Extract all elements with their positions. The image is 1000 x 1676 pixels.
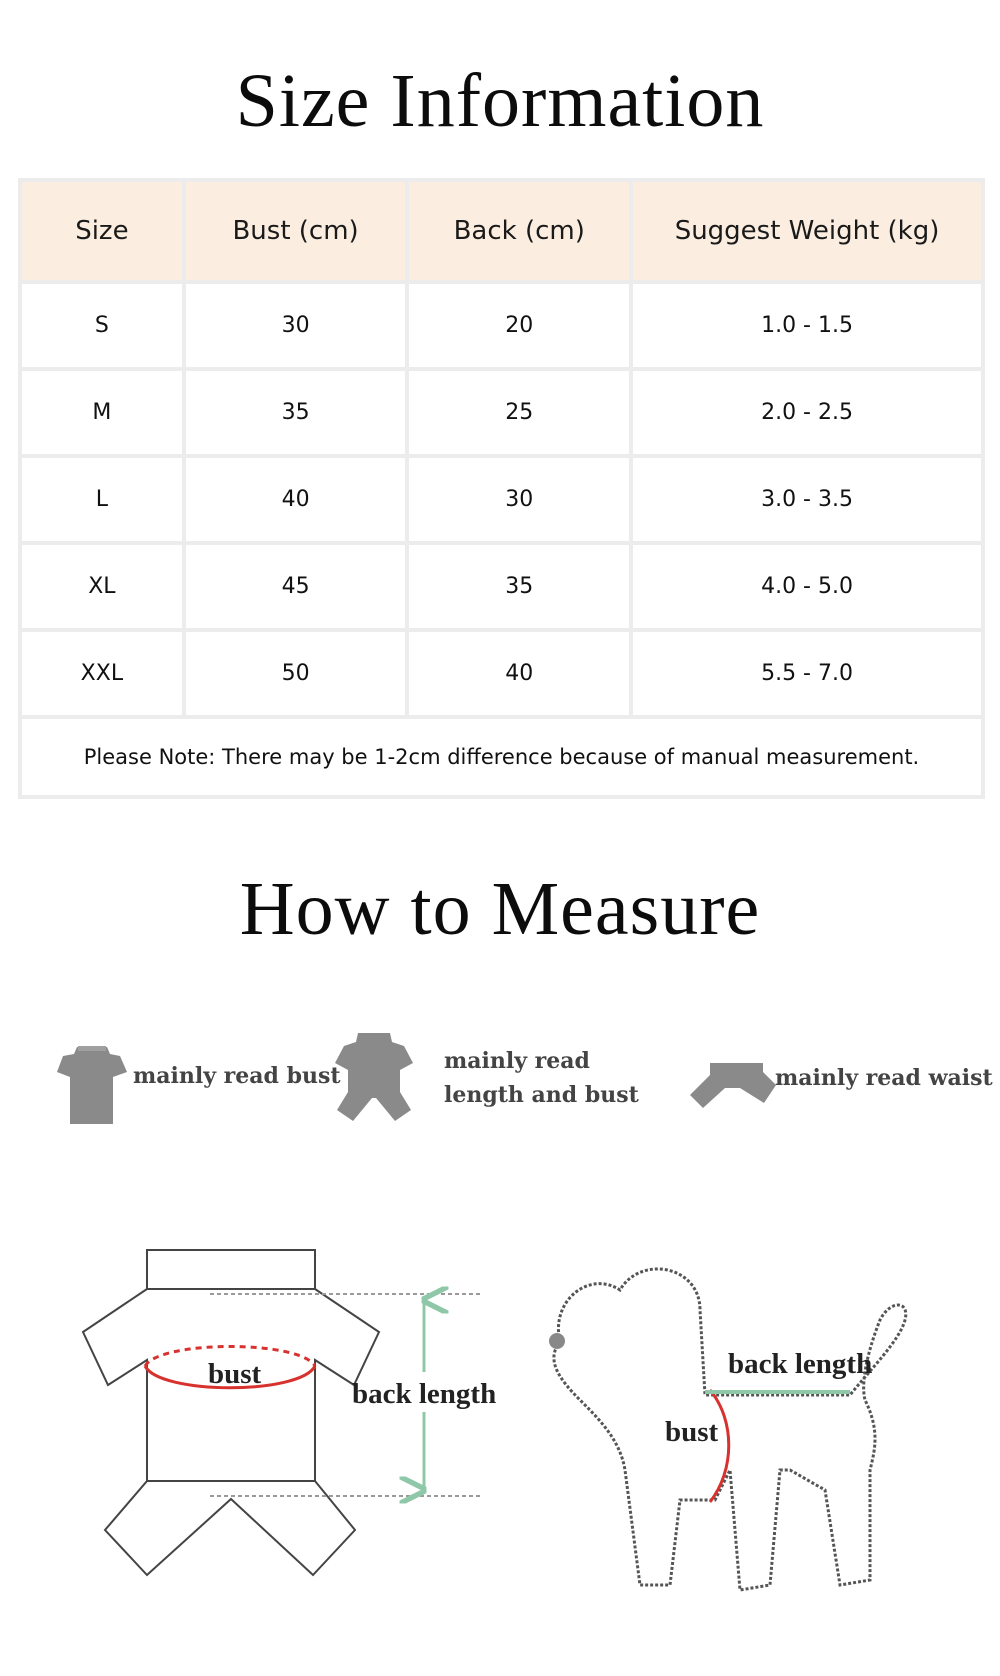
pictogram-row (0, 1030, 1000, 1150)
table-row (22, 545, 981, 628)
dog-outline (554, 1269, 906, 1590)
shirt-back-length-label: back length (352, 1378, 497, 1410)
cell-weight: 4.0 - 5.0 (633, 545, 981, 628)
cell-bust: 30 (186, 284, 406, 367)
dog-bust-label: bust (665, 1416, 719, 1448)
cell-weight: 1.0 - 1.5 (633, 284, 981, 367)
cell-bust: 35 (186, 371, 406, 454)
how-to-measure-title: How to Measure (239, 867, 761, 951)
pictogram-label-length-line2: length and bust (444, 1082, 639, 1108)
size-information-title: Size Information (235, 59, 765, 143)
harness-icon (690, 1063, 776, 1108)
jumpsuit-icon (335, 1033, 413, 1121)
table-row (22, 284, 981, 367)
pictogram-label-length-line1: mainly read (444, 1048, 590, 1074)
measurement-note: Please Note: There may be 1-2cm difference because of manual measurement. (22, 719, 981, 795)
table-row (22, 371, 981, 454)
note-row (22, 719, 981, 795)
cell-weight: 3.0 - 3.5 (633, 458, 981, 541)
pictogram-label-waist: mainly read waist (775, 1065, 993, 1091)
cell-size: XL (22, 545, 182, 628)
cell-size: L (22, 458, 182, 541)
shirt-outline (83, 1250, 379, 1575)
cell-back: 20 (409, 284, 629, 367)
cell-bust: 40 (186, 458, 406, 541)
header-size: Size (22, 182, 182, 280)
pictogram-label-bust: mainly read bust (133, 1063, 341, 1089)
cell-weight: 2.0 - 2.5 (633, 371, 981, 454)
cell-back: 30 (409, 458, 629, 541)
cell-size: S (22, 284, 182, 367)
table-header-row (22, 182, 981, 280)
shirt-bust-label: bust (208, 1358, 262, 1390)
dog-nose-icon (549, 1333, 565, 1349)
cell-back: 40 (409, 632, 629, 715)
shirt-icon (57, 1046, 127, 1124)
cell-size: XXL (22, 632, 182, 715)
cell-size: M (22, 371, 182, 454)
dog-back-length-label: back length (728, 1348, 873, 1380)
table-row (22, 632, 981, 715)
header-weight: Suggest Weight (kg) (633, 182, 981, 280)
header-bust: Bust (cm) (186, 182, 406, 280)
cell-weight: 5.5 - 7.0 (633, 632, 981, 715)
size-table (18, 178, 985, 799)
cell-back: 35 (409, 545, 629, 628)
cell-bust: 50 (186, 632, 406, 715)
cell-back: 25 (409, 371, 629, 454)
table-row (22, 458, 981, 541)
cell-bust: 45 (186, 545, 406, 628)
header-back: Back (cm) (409, 182, 629, 280)
